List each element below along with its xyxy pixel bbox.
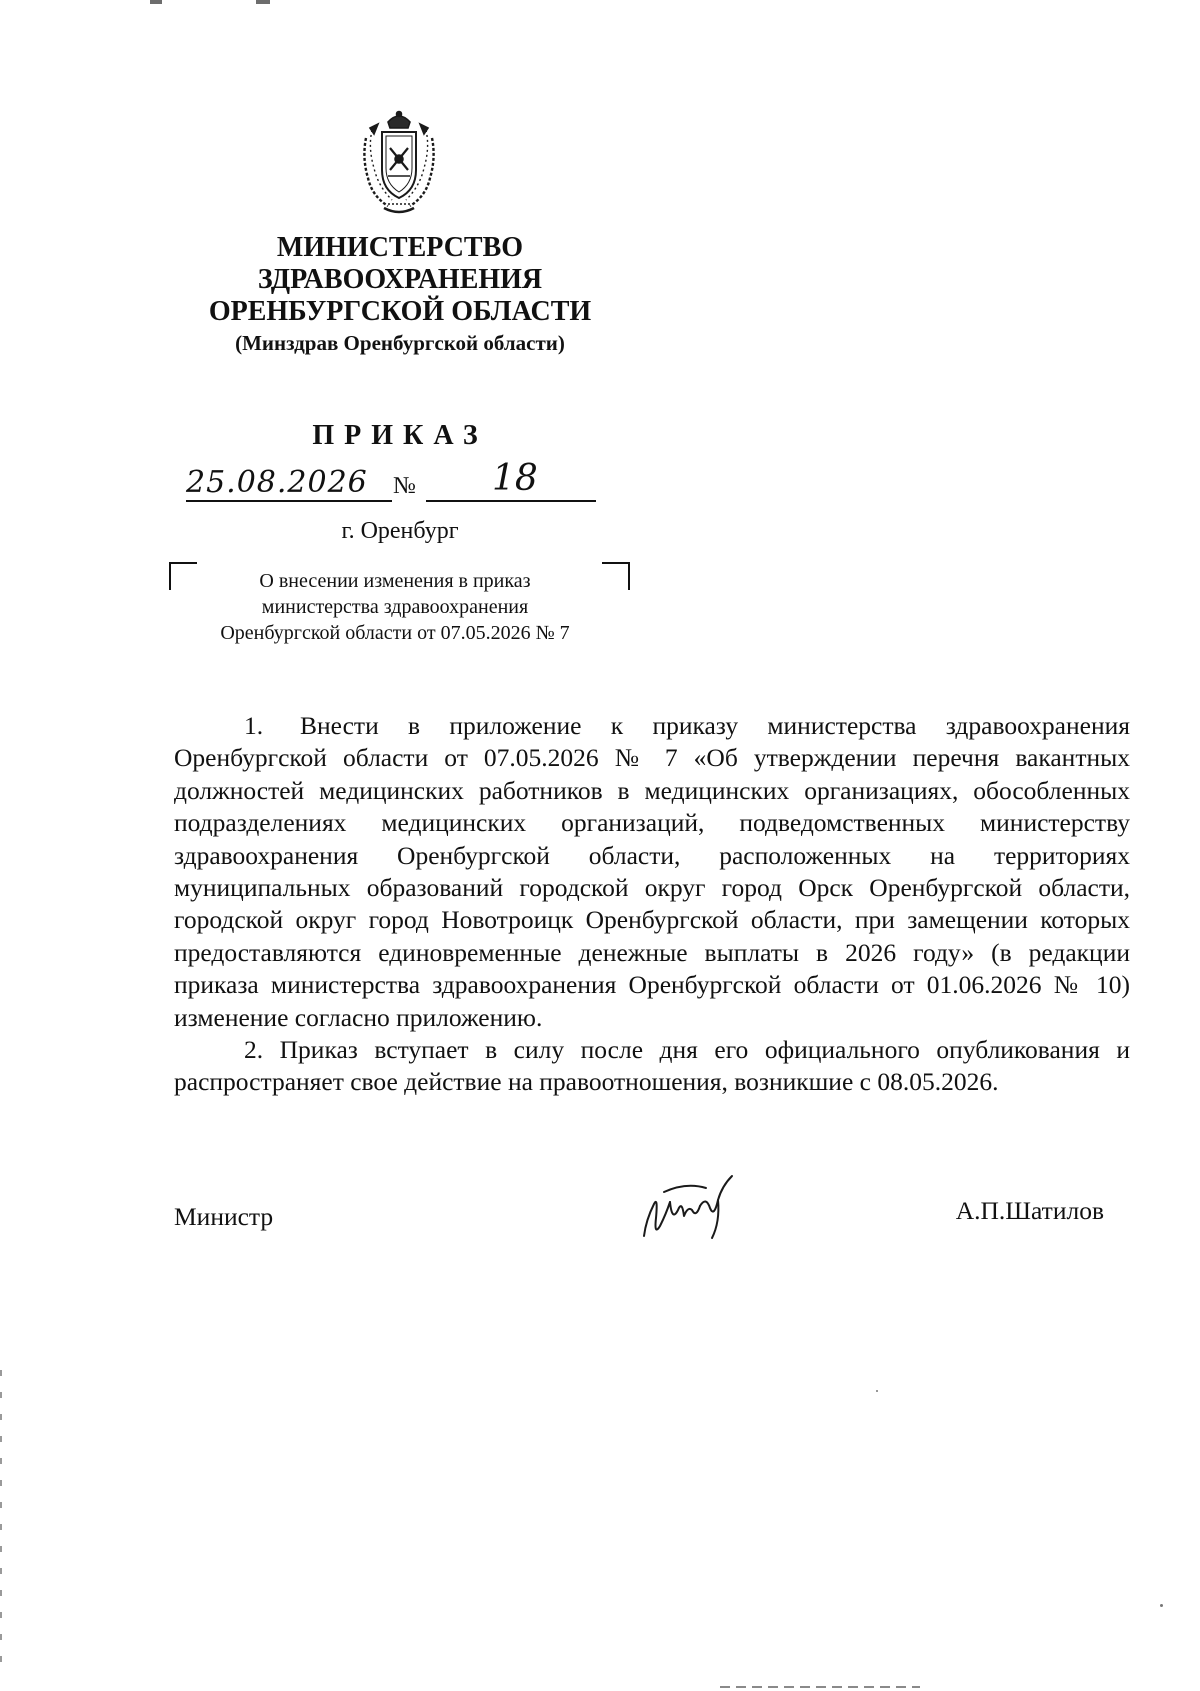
order-body bbox=[174, 710, 1130, 1099]
subject-line: министерства здравоохранения bbox=[261, 596, 529, 618]
scan-artifact bbox=[876, 1390, 878, 1392]
scan-artifact bbox=[150, 0, 162, 4]
scan-artifact bbox=[1160, 1604, 1163, 1607]
document-city: г. Оренбург bbox=[341, 518, 459, 544]
number-underline bbox=[426, 500, 596, 502]
signer-name: А.П.Шатилов bbox=[955, 1196, 1104, 1225]
document-title: ПРИКАЗ bbox=[312, 420, 488, 451]
scan-artifact bbox=[720, 1686, 920, 1688]
order-number: 18 bbox=[492, 458, 538, 499]
ministry-name-line: МИНИСТЕРСТВО bbox=[276, 232, 524, 263]
ministry-name-line: ОРЕНБУРГСКОЙ ОБЛАСТИ bbox=[208, 296, 592, 327]
order-item-2: 2. Приказ вступает в силу после дня его официального опубликования и распространяет свое действие на правоотношения, возникшие с 08.05.2026. bbox=[174, 1035, 1130, 1097]
signature-block bbox=[174, 1190, 1104, 1260]
item-text: Внести в приложение к приказу министерства здравоохранения Оренбургской области от 07.05.2026 № 7 «Об утверждении перечня вакантных должностей медицинских работников в медицинских организациях, обособленных подразделениях медицинских организаций, подведомственных министерству здравоохранения Оренбургской области, расположенных на территориях муниципальных образований городской округ город Орск Оренбургской области, городской округ город Новотроицк Оренбургской области, при замещении которых предоставляются единовременные денежные выплаты в 2026 году» (в редакции приказа министерства здравоохранения Оренбургской области от 01.06.2026 № 10) изменение согласно приложению. bbox=[174, 711, 1130, 1032]
ministry-name-line: ЗДРАВООХРАНЕНИЯ bbox=[257, 264, 543, 295]
scan-artifact bbox=[0, 1370, 2, 1670]
number-sign: № bbox=[393, 473, 416, 499]
scan-artifact bbox=[256, 0, 270, 4]
subject-line: Оренбургской области от 07.05.2026 № 7 bbox=[220, 622, 570, 644]
date-underline bbox=[186, 500, 392, 502]
ministry-header bbox=[150, 232, 650, 358]
order-date: 25.08.2026 bbox=[186, 465, 368, 500]
ministry-short-name: (Минздрав Оренбургской области) bbox=[235, 331, 565, 355]
coat-of-arms-icon bbox=[358, 108, 440, 216]
signer-position: Министр bbox=[174, 1202, 274, 1231]
item-number: 1. bbox=[244, 711, 264, 740]
order-subject bbox=[180, 568, 610, 646]
order-item-1 bbox=[174, 710, 1130, 1034]
handwritten-signature bbox=[636, 1166, 756, 1246]
subject-line: О внесении изменения в приказ bbox=[259, 570, 531, 592]
